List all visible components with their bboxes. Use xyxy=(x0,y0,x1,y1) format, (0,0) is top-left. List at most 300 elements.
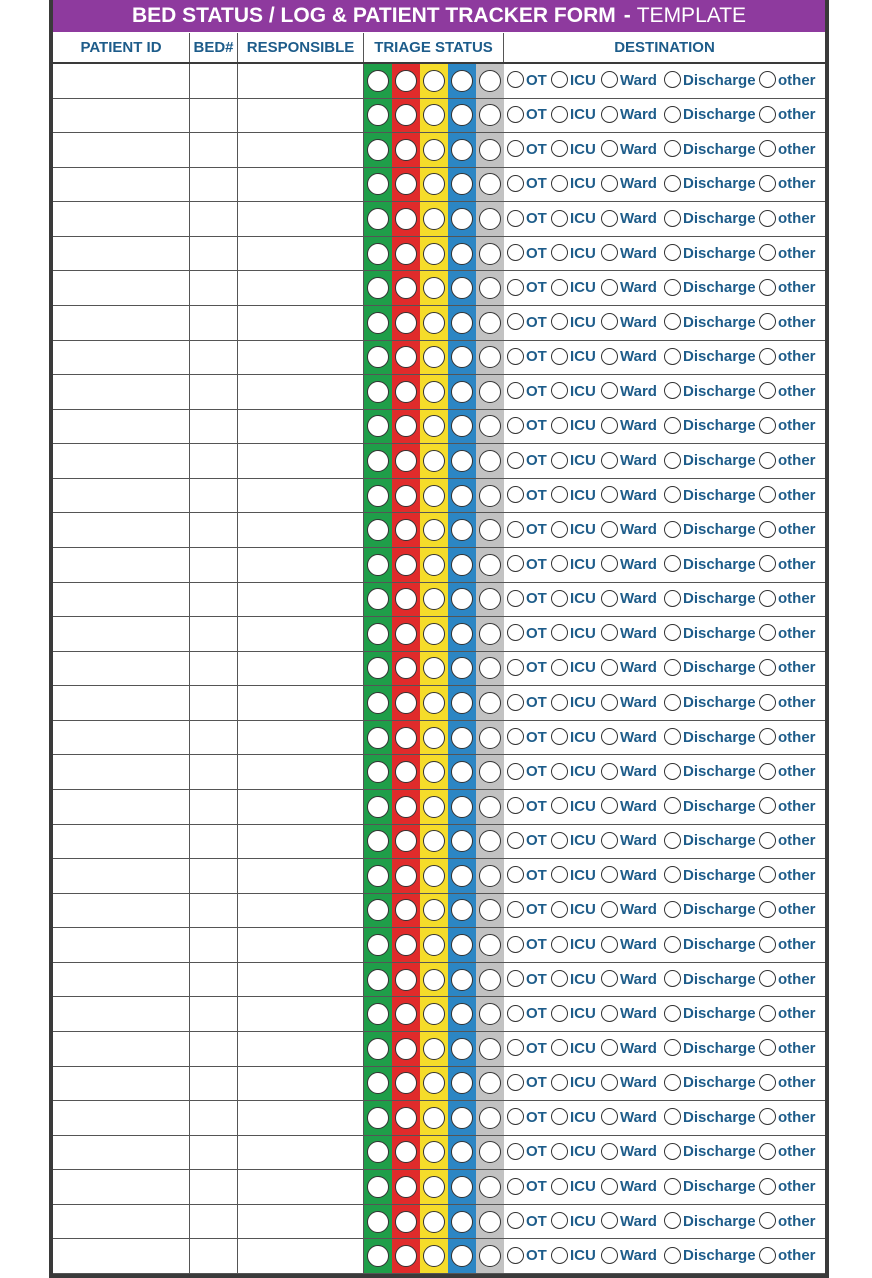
bed-cell[interactable] xyxy=(190,410,238,444)
triage-radio[interactable] xyxy=(395,830,417,852)
triage-radio[interactable] xyxy=(423,830,445,852)
destination-option-other[interactable] xyxy=(759,970,816,990)
triage-radio[interactable] xyxy=(423,796,445,818)
triage-radio[interactable] xyxy=(367,139,389,161)
triage-radio[interactable] xyxy=(479,657,501,679)
triage-radio[interactable] xyxy=(423,934,445,956)
radio-circle-icon[interactable] xyxy=(507,901,524,918)
radio-circle-icon[interactable] xyxy=(507,866,524,883)
triage-radio[interactable] xyxy=(395,554,417,576)
triage-radio[interactable] xyxy=(479,761,501,783)
radio-circle-icon[interactable] xyxy=(551,866,568,883)
patient-id-cell[interactable] xyxy=(53,894,190,928)
destination-option-ot[interactable] xyxy=(507,209,547,229)
radio-circle-icon[interactable] xyxy=(664,763,681,780)
triage-radio[interactable] xyxy=(451,139,473,161)
destination-option-ot[interactable] xyxy=(507,1004,547,1024)
triage-radio[interactable] xyxy=(395,796,417,818)
destination-option-ot[interactable] xyxy=(507,1108,547,1128)
triage-radio[interactable] xyxy=(479,450,501,472)
triage-radio[interactable] xyxy=(451,1141,473,1163)
radio-circle-icon[interactable] xyxy=(601,521,618,538)
patient-id-cell[interactable] xyxy=(53,686,190,720)
bed-cell[interactable] xyxy=(190,306,238,340)
destination-option-discharge[interactable] xyxy=(664,935,756,955)
destination-option-ward[interactable] xyxy=(601,1212,657,1232)
destination-option-icu[interactable] xyxy=(551,728,596,748)
bed-cell[interactable] xyxy=(190,997,238,1031)
patient-id-cell[interactable] xyxy=(53,410,190,444)
destination-option-other[interactable] xyxy=(759,658,816,678)
destination-option-discharge[interactable] xyxy=(664,1177,756,1197)
radio-circle-icon[interactable] xyxy=(551,555,568,572)
destination-option-ot[interactable] xyxy=(507,451,547,471)
bed-cell[interactable] xyxy=(190,444,238,478)
triage-radio[interactable] xyxy=(479,243,501,265)
destination-option-other[interactable] xyxy=(759,71,816,91)
triage-radio[interactable] xyxy=(423,623,445,645)
destination-option-ot[interactable] xyxy=(507,624,547,644)
destination-option-ward[interactable] xyxy=(601,71,657,91)
patient-id-cell[interactable] xyxy=(53,271,190,305)
triage-radio[interactable] xyxy=(395,623,417,645)
destination-option-icu[interactable] xyxy=(551,1073,596,1093)
destination-option-discharge[interactable] xyxy=(664,728,756,748)
destination-option-other[interactable] xyxy=(759,244,816,264)
triage-radio[interactable] xyxy=(423,727,445,749)
patient-id-cell[interactable] xyxy=(53,548,190,582)
radio-circle-icon[interactable] xyxy=(601,1039,618,1056)
radio-circle-icon[interactable] xyxy=(551,1108,568,1125)
responsible-cell[interactable] xyxy=(238,341,364,375)
radio-circle-icon[interactable] xyxy=(601,175,618,192)
destination-option-other[interactable] xyxy=(759,347,816,367)
radio-circle-icon[interactable] xyxy=(507,348,524,365)
radio-circle-icon[interactable] xyxy=(551,659,568,676)
destination-option-discharge[interactable] xyxy=(664,555,756,575)
responsible-cell[interactable] xyxy=(238,928,364,962)
destination-option-discharge[interactable] xyxy=(664,624,756,644)
destination-option-discharge[interactable] xyxy=(664,762,756,782)
destination-option-discharge[interactable] xyxy=(664,797,756,817)
triage-radio[interactable] xyxy=(451,623,473,645)
patient-id-cell[interactable] xyxy=(53,1136,190,1170)
destination-option-other[interactable] xyxy=(759,1246,816,1266)
triage-radio[interactable] xyxy=(479,519,501,541)
radio-circle-icon[interactable] xyxy=(551,797,568,814)
responsible-cell[interactable] xyxy=(238,64,364,98)
radio-circle-icon[interactable] xyxy=(551,452,568,469)
triage-radio[interactable] xyxy=(395,1038,417,1060)
radio-circle-icon[interactable] xyxy=(507,832,524,849)
radio-circle-icon[interactable] xyxy=(601,728,618,745)
destination-option-other[interactable] xyxy=(759,1039,816,1059)
destination-option-icu[interactable] xyxy=(551,693,596,713)
responsible-cell[interactable] xyxy=(238,202,364,236)
radio-circle-icon[interactable] xyxy=(551,1143,568,1160)
triage-radio[interactable] xyxy=(479,1003,501,1025)
radio-circle-icon[interactable] xyxy=(759,659,776,676)
triage-radio[interactable] xyxy=(395,969,417,991)
triage-radio[interactable] xyxy=(395,70,417,92)
radio-circle-icon[interactable] xyxy=(759,694,776,711)
radio-circle-icon[interactable] xyxy=(507,728,524,745)
destination-option-ot[interactable] xyxy=(507,900,547,920)
responsible-cell[interactable] xyxy=(238,825,364,859)
triage-radio[interactable] xyxy=(423,277,445,299)
radio-circle-icon[interactable] xyxy=(551,970,568,987)
destination-option-icu[interactable] xyxy=(551,1212,596,1232)
destination-option-discharge[interactable] xyxy=(664,347,756,367)
bed-cell[interactable] xyxy=(190,202,238,236)
radio-circle-icon[interactable] xyxy=(507,1143,524,1160)
triage-radio[interactable] xyxy=(423,139,445,161)
triage-radio[interactable] xyxy=(367,623,389,645)
triage-radio[interactable] xyxy=(395,519,417,541)
bed-cell[interactable] xyxy=(190,237,238,271)
triage-radio[interactable] xyxy=(423,692,445,714)
triage-radio[interactable] xyxy=(479,208,501,230)
destination-option-ot[interactable] xyxy=(507,866,547,886)
radio-circle-icon[interactable] xyxy=(664,694,681,711)
radio-circle-icon[interactable] xyxy=(601,555,618,572)
triage-radio[interactable] xyxy=(451,692,473,714)
triage-radio[interactable] xyxy=(423,1176,445,1198)
triage-radio[interactable] xyxy=(367,692,389,714)
triage-radio[interactable] xyxy=(395,1245,417,1267)
destination-option-icu[interactable] xyxy=(551,140,596,160)
triage-radio[interactable] xyxy=(367,381,389,403)
responsible-cell[interactable] xyxy=(238,306,364,340)
patient-id-cell[interactable] xyxy=(53,997,190,1031)
destination-option-discharge[interactable] xyxy=(664,71,756,91)
bed-cell[interactable] xyxy=(190,790,238,824)
bed-cell[interactable] xyxy=(190,755,238,789)
destination-option-ot[interactable] xyxy=(507,416,547,436)
responsible-cell[interactable] xyxy=(238,1067,364,1101)
radio-circle-icon[interactable] xyxy=(601,763,618,780)
destination-option-ward[interactable] xyxy=(601,209,657,229)
destination-option-ward[interactable] xyxy=(601,797,657,817)
bed-cell[interactable] xyxy=(190,64,238,98)
patient-id-cell[interactable] xyxy=(53,1170,190,1204)
bed-cell[interactable] xyxy=(190,1205,238,1239)
patient-id-cell[interactable] xyxy=(53,341,190,375)
radio-circle-icon[interactable] xyxy=(551,417,568,434)
radio-circle-icon[interactable] xyxy=(601,659,618,676)
destination-option-icu[interactable] xyxy=(551,520,596,540)
radio-circle-icon[interactable] xyxy=(507,1108,524,1125)
triage-radio[interactable] xyxy=(479,1211,501,1233)
triage-radio[interactable] xyxy=(451,969,473,991)
bed-cell[interactable] xyxy=(190,583,238,617)
triage-radio[interactable] xyxy=(423,243,445,265)
destination-option-other[interactable] xyxy=(759,1177,816,1197)
destination-option-discharge[interactable] xyxy=(664,589,756,609)
responsible-cell[interactable] xyxy=(238,1170,364,1204)
destination-option-other[interactable] xyxy=(759,209,816,229)
radio-circle-icon[interactable] xyxy=(551,175,568,192)
destination-option-ot[interactable] xyxy=(507,589,547,609)
destination-option-ward[interactable] xyxy=(601,244,657,264)
triage-radio[interactable] xyxy=(479,1038,501,1060)
radio-circle-icon[interactable] xyxy=(507,936,524,953)
destination-option-other[interactable] xyxy=(759,728,816,748)
destination-option-ward[interactable] xyxy=(601,555,657,575)
triage-radio[interactable] xyxy=(367,727,389,749)
destination-option-ward[interactable] xyxy=(601,970,657,990)
destination-option-icu[interactable] xyxy=(551,1004,596,1024)
patient-id-cell[interactable] xyxy=(53,479,190,513)
destination-option-ward[interactable] xyxy=(601,900,657,920)
destination-option-ward[interactable] xyxy=(601,1039,657,1059)
radio-circle-icon[interactable] xyxy=(507,797,524,814)
destination-option-icu[interactable] xyxy=(551,347,596,367)
bed-cell[interactable] xyxy=(190,1032,238,1066)
destination-option-discharge[interactable] xyxy=(664,520,756,540)
triage-radio[interactable] xyxy=(451,830,473,852)
bed-cell[interactable] xyxy=(190,928,238,962)
radio-circle-icon[interactable] xyxy=(601,486,618,503)
radio-circle-icon[interactable] xyxy=(759,417,776,434)
radio-circle-icon[interactable] xyxy=(664,866,681,883)
radio-circle-icon[interactable] xyxy=(664,728,681,745)
destination-option-ot[interactable] xyxy=(507,1142,547,1162)
triage-radio[interactable] xyxy=(451,1003,473,1025)
radio-circle-icon[interactable] xyxy=(601,832,618,849)
radio-circle-icon[interactable] xyxy=(551,832,568,849)
destination-option-discharge[interactable] xyxy=(664,1246,756,1266)
triage-radio[interactable] xyxy=(451,1038,473,1060)
destination-option-other[interactable] xyxy=(759,278,816,298)
triage-radio[interactable] xyxy=(479,485,501,507)
responsible-cell[interactable] xyxy=(238,410,364,444)
radio-circle-icon[interactable] xyxy=(551,936,568,953)
bed-cell[interactable] xyxy=(190,1067,238,1101)
responsible-cell[interactable] xyxy=(238,652,364,686)
triage-radio[interactable] xyxy=(395,173,417,195)
destination-option-discharge[interactable] xyxy=(664,1039,756,1059)
destination-option-other[interactable] xyxy=(759,762,816,782)
destination-option-ward[interactable] xyxy=(601,347,657,367)
patient-id-cell[interactable] xyxy=(53,168,190,202)
triage-radio[interactable] xyxy=(423,1072,445,1094)
triage-radio[interactable] xyxy=(479,173,501,195)
bed-cell[interactable] xyxy=(190,341,238,375)
destination-option-icu[interactable] xyxy=(551,1039,596,1059)
destination-option-discharge[interactable] xyxy=(664,658,756,678)
destination-option-other[interactable] xyxy=(759,451,816,471)
triage-radio[interactable] xyxy=(479,1072,501,1094)
radio-circle-icon[interactable] xyxy=(664,452,681,469)
triage-radio[interactable] xyxy=(367,70,389,92)
destination-option-other[interactable] xyxy=(759,1142,816,1162)
radio-circle-icon[interactable] xyxy=(551,763,568,780)
radio-circle-icon[interactable] xyxy=(601,970,618,987)
radio-circle-icon[interactable] xyxy=(664,382,681,399)
triage-radio[interactable] xyxy=(479,830,501,852)
patient-id-cell[interactable] xyxy=(53,202,190,236)
destination-option-icu[interactable] xyxy=(551,1246,596,1266)
radio-circle-icon[interactable] xyxy=(664,348,681,365)
radio-circle-icon[interactable] xyxy=(507,244,524,261)
responsible-cell[interactable] xyxy=(238,963,364,997)
radio-circle-icon[interactable] xyxy=(507,970,524,987)
destination-option-icu[interactable] xyxy=(551,278,596,298)
triage-radio[interactable] xyxy=(451,934,473,956)
radio-circle-icon[interactable] xyxy=(601,382,618,399)
triage-radio[interactable] xyxy=(423,381,445,403)
radio-circle-icon[interactable] xyxy=(664,797,681,814)
patient-id-cell[interactable] xyxy=(53,963,190,997)
triage-radio[interactable] xyxy=(451,1072,473,1094)
triage-radio[interactable] xyxy=(395,1176,417,1198)
triage-radio[interactable] xyxy=(367,173,389,195)
bed-cell[interactable] xyxy=(190,271,238,305)
destination-option-discharge[interactable] xyxy=(664,313,756,333)
destination-option-icu[interactable] xyxy=(551,416,596,436)
triage-radio[interactable] xyxy=(423,70,445,92)
triage-radio[interactable] xyxy=(479,1141,501,1163)
triage-radio[interactable] xyxy=(479,381,501,403)
radio-circle-icon[interactable] xyxy=(759,1108,776,1125)
radio-circle-icon[interactable] xyxy=(507,486,524,503)
destination-option-ot[interactable] xyxy=(507,658,547,678)
bed-cell[interactable] xyxy=(190,548,238,582)
responsible-cell[interactable] xyxy=(238,1136,364,1170)
destination-option-ot[interactable] xyxy=(507,140,547,160)
destination-option-ward[interactable] xyxy=(601,866,657,886)
destination-option-discharge[interactable] xyxy=(664,1073,756,1093)
destination-option-ward[interactable] xyxy=(601,658,657,678)
destination-option-icu[interactable] xyxy=(551,1177,596,1197)
triage-radio[interactable] xyxy=(479,1176,501,1198)
radio-circle-icon[interactable] xyxy=(759,901,776,918)
destination-option-ot[interactable] xyxy=(507,105,547,125)
radio-circle-icon[interactable] xyxy=(759,71,776,88)
responsible-cell[interactable] xyxy=(238,375,364,409)
destination-option-ward[interactable] xyxy=(601,140,657,160)
responsible-cell[interactable] xyxy=(238,271,364,305)
destination-option-other[interactable] xyxy=(759,797,816,817)
responsible-cell[interactable] xyxy=(238,513,364,547)
radio-circle-icon[interactable] xyxy=(759,1074,776,1091)
destination-option-ward[interactable] xyxy=(601,1108,657,1128)
radio-circle-icon[interactable] xyxy=(759,555,776,572)
destination-option-discharge[interactable] xyxy=(664,451,756,471)
triage-radio[interactable] xyxy=(451,415,473,437)
triage-radio[interactable] xyxy=(423,554,445,576)
patient-id-cell[interactable] xyxy=(53,237,190,271)
triage-radio[interactable] xyxy=(395,243,417,265)
patient-id-cell[interactable] xyxy=(53,721,190,755)
radio-circle-icon[interactable] xyxy=(759,728,776,745)
triage-radio[interactable] xyxy=(395,1211,417,1233)
radio-circle-icon[interactable] xyxy=(664,313,681,330)
radio-circle-icon[interactable] xyxy=(759,140,776,157)
triage-radio[interactable] xyxy=(423,519,445,541)
destination-option-ot[interactable] xyxy=(507,347,547,367)
triage-radio[interactable] xyxy=(451,208,473,230)
radio-circle-icon[interactable] xyxy=(551,1074,568,1091)
destination-option-ward[interactable] xyxy=(601,520,657,540)
destination-option-icu[interactable] xyxy=(551,762,596,782)
destination-option-discharge[interactable] xyxy=(664,900,756,920)
destination-option-discharge[interactable] xyxy=(664,831,756,851)
triage-radio[interactable] xyxy=(423,588,445,610)
triage-radio[interactable] xyxy=(395,381,417,403)
destination-option-other[interactable] xyxy=(759,174,816,194)
triage-radio[interactable] xyxy=(367,208,389,230)
destination-option-other[interactable] xyxy=(759,486,816,506)
bed-cell[interactable] xyxy=(190,513,238,547)
radio-circle-icon[interactable] xyxy=(759,936,776,953)
radio-circle-icon[interactable] xyxy=(664,1108,681,1125)
destination-option-icu[interactable] xyxy=(551,900,596,920)
triage-radio[interactable] xyxy=(423,450,445,472)
destination-option-other[interactable] xyxy=(759,1212,816,1232)
bed-cell[interactable] xyxy=(190,375,238,409)
triage-radio[interactable] xyxy=(395,208,417,230)
radio-circle-icon[interactable] xyxy=(551,590,568,607)
destination-option-ward[interactable] xyxy=(601,935,657,955)
destination-option-ot[interactable] xyxy=(507,382,547,402)
triage-radio[interactable] xyxy=(367,104,389,126)
radio-circle-icon[interactable] xyxy=(759,1247,776,1264)
radio-circle-icon[interactable] xyxy=(551,521,568,538)
triage-radio[interactable] xyxy=(367,346,389,368)
radio-circle-icon[interactable] xyxy=(551,1212,568,1229)
triage-radio[interactable] xyxy=(367,1211,389,1233)
destination-option-icu[interactable] xyxy=(551,831,596,851)
destination-option-other[interactable] xyxy=(759,416,816,436)
radio-circle-icon[interactable] xyxy=(664,71,681,88)
radio-circle-icon[interactable] xyxy=(664,1005,681,1022)
triage-radio[interactable] xyxy=(395,415,417,437)
triage-radio[interactable] xyxy=(395,1141,417,1163)
radio-circle-icon[interactable] xyxy=(601,348,618,365)
triage-radio[interactable] xyxy=(395,761,417,783)
radio-circle-icon[interactable] xyxy=(601,590,618,607)
destination-option-icu[interactable] xyxy=(551,451,596,471)
radio-circle-icon[interactable] xyxy=(759,348,776,365)
triage-radio[interactable] xyxy=(479,692,501,714)
radio-circle-icon[interactable] xyxy=(664,279,681,296)
radio-circle-icon[interactable] xyxy=(664,244,681,261)
triage-radio[interactable] xyxy=(395,727,417,749)
responsible-cell[interactable] xyxy=(238,1101,364,1135)
triage-radio[interactable] xyxy=(479,865,501,887)
destination-option-discharge[interactable] xyxy=(664,278,756,298)
destination-option-discharge[interactable] xyxy=(664,866,756,886)
destination-option-discharge[interactable] xyxy=(664,140,756,160)
triage-radio[interactable] xyxy=(395,899,417,921)
destination-option-ot[interactable] xyxy=(507,313,547,333)
bed-cell[interactable] xyxy=(190,652,238,686)
radio-circle-icon[interactable] xyxy=(507,1005,524,1022)
destination-option-discharge[interactable] xyxy=(664,105,756,125)
radio-circle-icon[interactable] xyxy=(759,382,776,399)
triage-radio[interactable] xyxy=(479,277,501,299)
radio-circle-icon[interactable] xyxy=(759,970,776,987)
bed-cell[interactable] xyxy=(190,1136,238,1170)
radio-circle-icon[interactable] xyxy=(551,244,568,261)
radio-circle-icon[interactable] xyxy=(601,694,618,711)
destination-option-discharge[interactable] xyxy=(664,244,756,264)
triage-radio[interactable] xyxy=(479,934,501,956)
radio-circle-icon[interactable] xyxy=(551,106,568,123)
radio-circle-icon[interactable] xyxy=(759,313,776,330)
